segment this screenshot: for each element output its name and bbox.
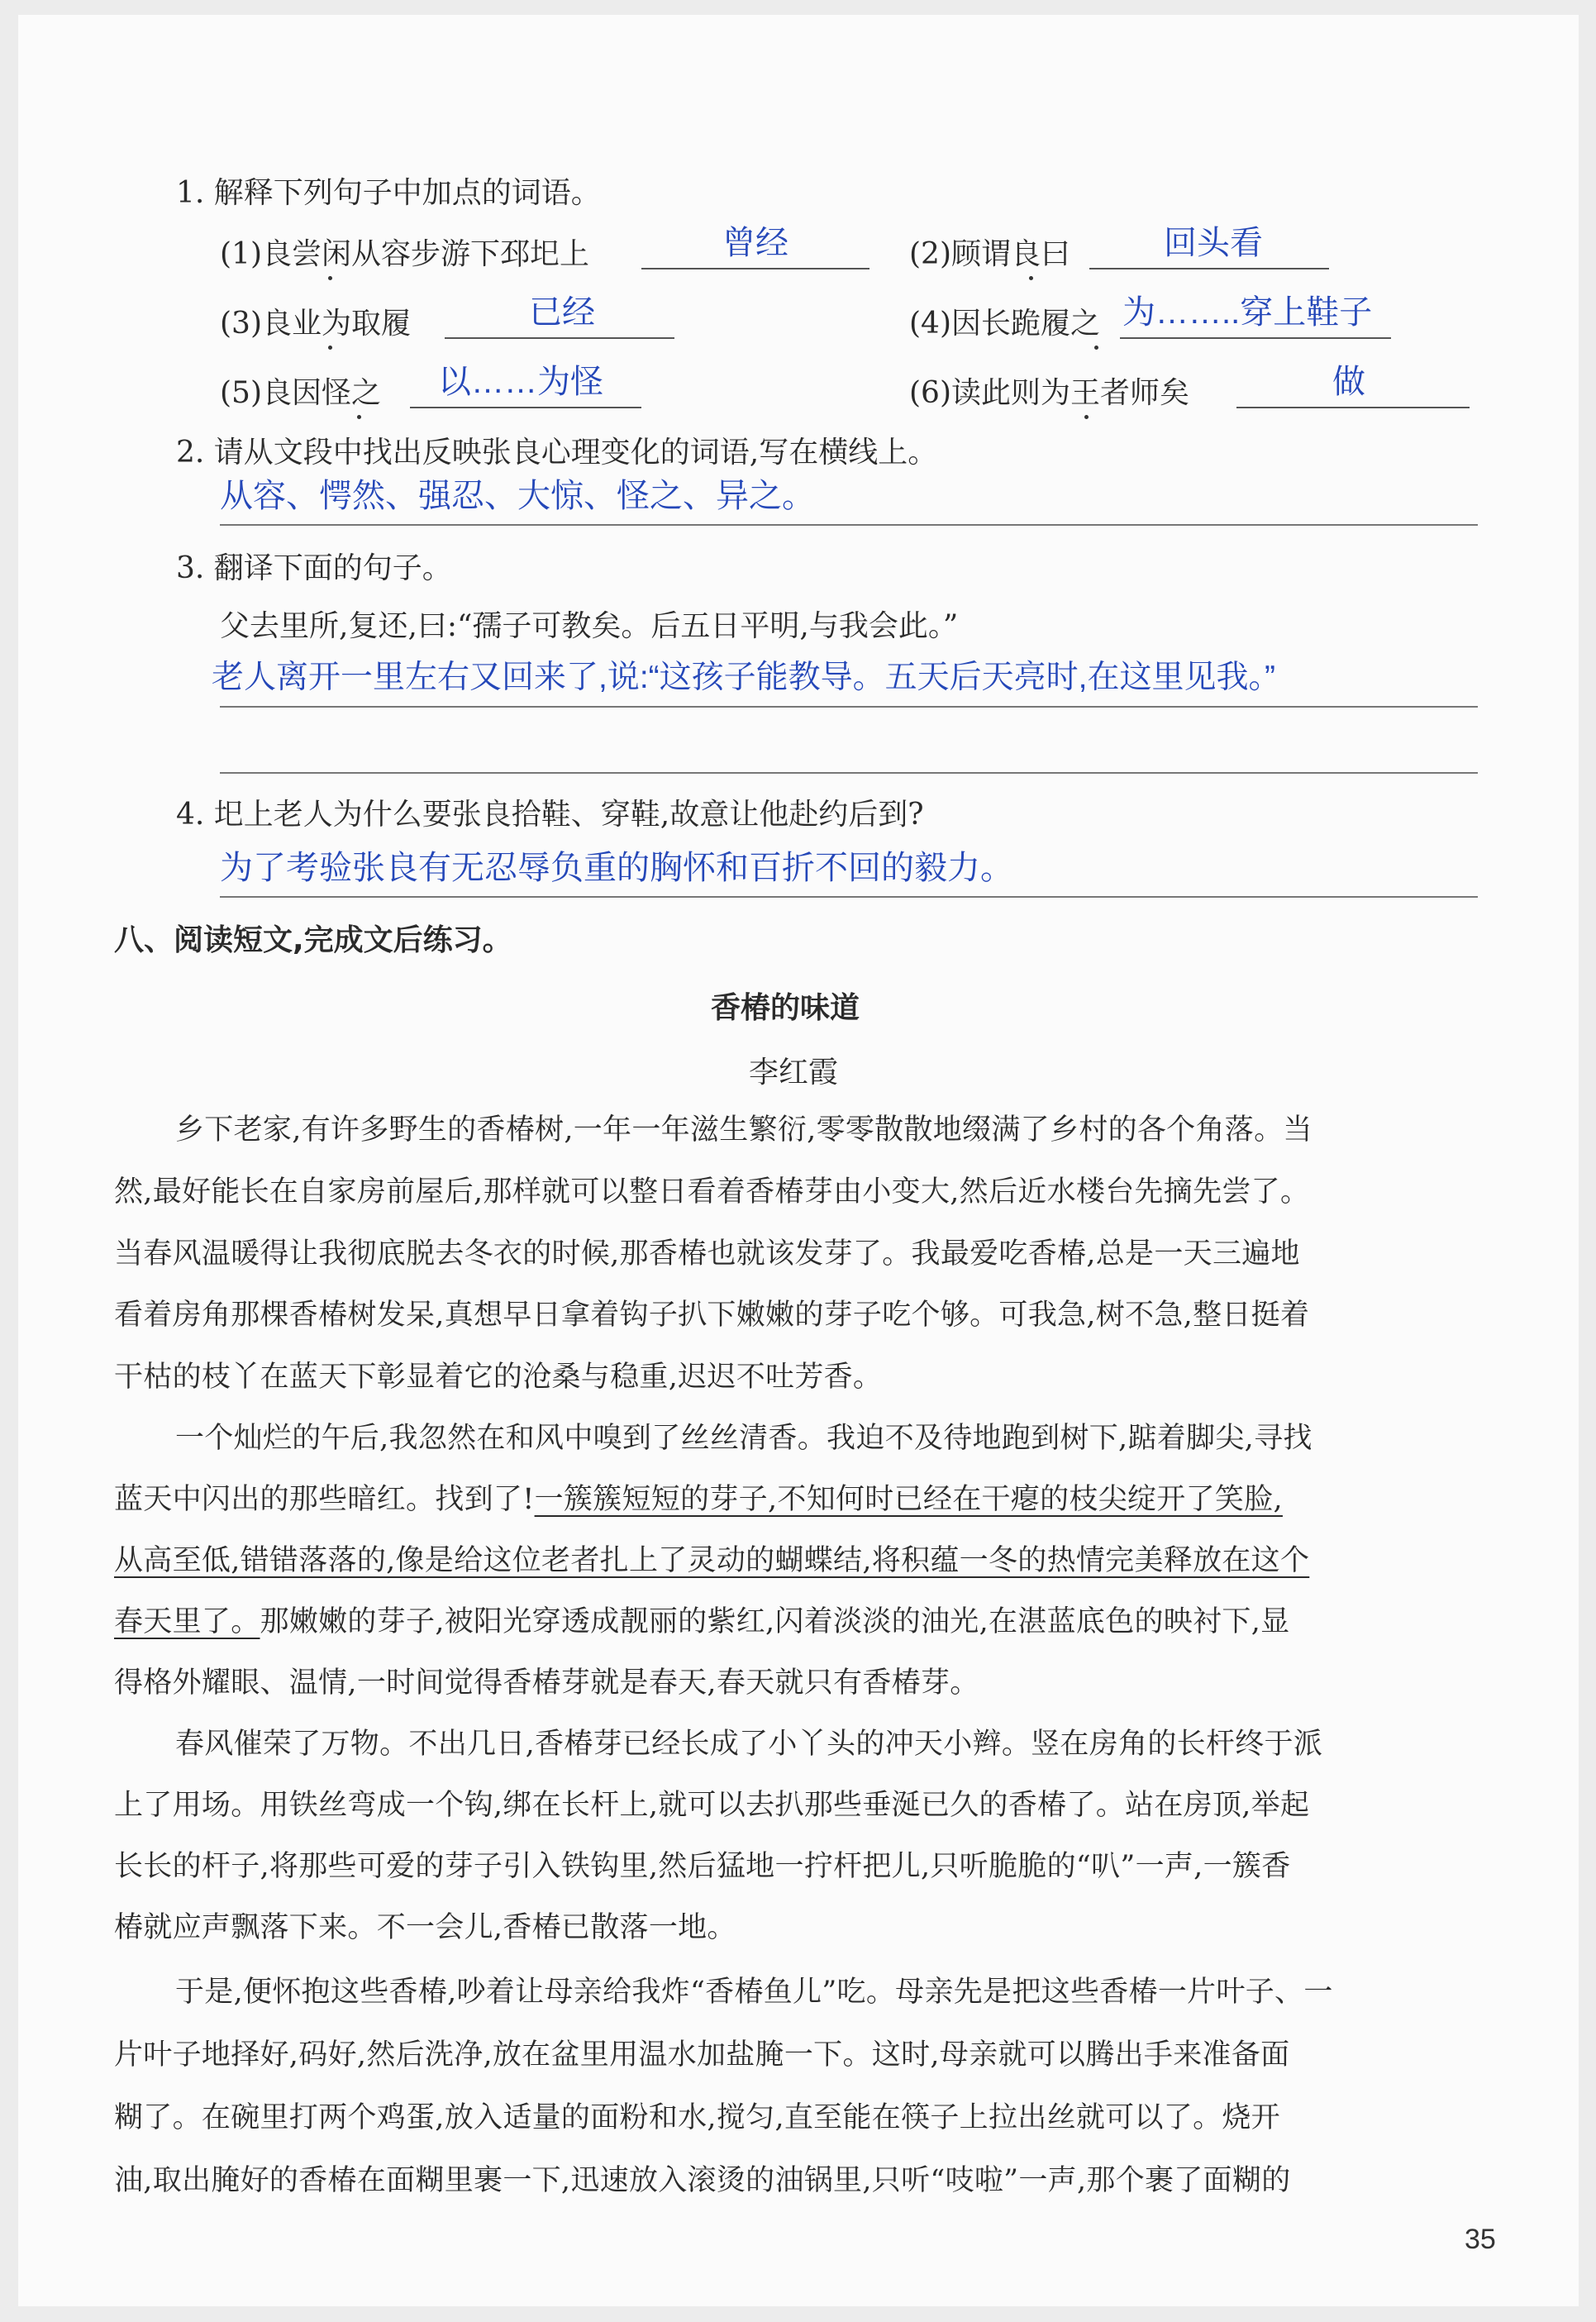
plain-text: 那嫩嫩的芽子,被阳光穿透成靓丽的紫红,闪着淡淡的油光,在湛蓝底色的映衬下,显 xyxy=(260,1605,1290,1638)
paragraph-3-line-3: 长长的杆子,将那些可爱的芽子引入铁钩里,然后猛地一拧杆把儿,只听脆脆的“叭”一声,一簇香 xyxy=(114,1850,1291,1883)
q1-item-1-text: (1)良尝闲从容步游下邳圯上 xyxy=(220,237,589,271)
emphasis-dot xyxy=(1029,276,1033,280)
paragraph-4-line-1: 于是,便怀抱这些香椿,吵着让母亲给我炸“香椿鱼儿”吃。母亲先是把这些香椿一片叶子、一 xyxy=(175,1976,1333,2009)
paragraph-4-line-3: 糊了。在碗里打两个鸡蛋,放入适量的面粉和水,搅匀,直至能在筷子上拉出丝就可以了。烧开 xyxy=(114,2101,1280,2134)
paragraph-3-line-1: 春风催荣了万物。不出几日,香椿芽已经长成了小丫头的冲天小辫。竖在房角的长杆终于派 xyxy=(175,1728,1323,1761)
paragraph-1-line-3: 当春风温暖得让我彻底脱去冬衣的时候,那香椿也就该发芽了。我最爱吃香椿,总是一天三遍地 xyxy=(114,1237,1300,1271)
paragraph-2-line-3 xyxy=(114,1544,1309,1577)
q1-item-4-answer: 为……..穿上鞋子 xyxy=(1122,294,1373,331)
q1-item-3-text: (3)良业为取履 xyxy=(220,307,411,341)
paragraph-2-line-2 xyxy=(114,1483,1283,1516)
q2-answer-line xyxy=(220,524,1478,526)
paragraph-1-line-1: 乡下老家,有许多野生的香椿树,一年一年滋生繁衍,零零散散地缀满了乡村的各个角落。当 xyxy=(175,1113,1313,1147)
plain-text: 蓝天中闪出的那些暗红。找到了! xyxy=(114,1483,535,1516)
workbook-page xyxy=(18,15,1579,2306)
article-title: 香椿的味道 xyxy=(711,991,860,1025)
emphasis-dot xyxy=(357,415,361,419)
underlined-text: 一簇簇短短的芽子,不知何时已经在干瘪的枝尖绽开了笑脸, xyxy=(534,1483,1283,1516)
q1-item-2-text: (2)顾谓良曰 xyxy=(909,237,1070,271)
section-8-heading: 八、阅读短文,完成文后练习。 xyxy=(114,923,512,957)
article-author: 李红霞 xyxy=(749,1056,839,1089)
q3-prompt: 3. 翻译下面的句子。 xyxy=(176,551,452,585)
q3-answer-line-2 xyxy=(220,772,1478,774)
emphasis-dot xyxy=(328,276,332,280)
q1-item-2-answer: 回头看 xyxy=(1164,225,1263,261)
q3-sentence: 父去里所,复还,曰:“孺子可教矣。后五日平明,与我会此。” xyxy=(220,609,959,643)
paragraph-3-line-4: 椿就应声飘落下来。不一会儿,香椿已散落一地。 xyxy=(114,1911,736,1944)
q1-item-1-answer: 曾经 xyxy=(722,225,788,261)
paragraph-4-line-2: 片叶子地择好,码好,然后洗净,放在盆里用温水加盐腌一下。这时,母亲就可以腾出手来准备面 xyxy=(114,2038,1290,2072)
q1-item-6-blank xyxy=(1236,407,1470,408)
q3-answer: 老人离开一里左右又回来了,说:“这孩子能教导。五天后天亮时,在这里见我。” xyxy=(212,660,1275,695)
q4-prompt: 4. 圯上老人为什么要张良拾鞋、穿鞋,故意让他赴约后到? xyxy=(176,798,924,832)
q3-answer-line-1 xyxy=(220,706,1478,708)
q1-item-5-text: (5)良因怪之 xyxy=(220,376,381,410)
paragraph-1-line-4: 看着房角那棵香椿树发呆,真想早日拿着钩子扒下嫩嫩的芽子吃个够。可我急,树不急,整日挺着 xyxy=(114,1299,1310,1332)
underlined-text: 从高至低,错错落落的,像是给这位老者扎上了灵动的蝴蝶结,将积蕴一冬的热情完美释放在这个 xyxy=(114,1544,1310,1577)
paragraph-1-line-5: 干枯的枝丫在蓝天下彰显着它的沧桑与稳重,迟迟不吐芳香。 xyxy=(114,1361,883,1394)
paragraph-2-line-5: 得格外耀眼、温情,一时间觉得香椿芽就是春天,春天就只有香椿芽。 xyxy=(114,1666,979,1700)
paragraph-4-line-4: 油,取出腌好的香椿在面糊里裹一下,迅速放入滚烫的油锅里,只听“吱啦”一声,那个裹了面糊的 xyxy=(114,2164,1291,2197)
emphasis-dot xyxy=(328,346,332,350)
paragraph-2-line-1: 一个灿烂的午后,我忽然在和风中嗅到了丝丝清香。我迫不及待地跑到树下,踮着脚尖,寻找 xyxy=(175,1422,1313,1455)
emphasis-dot xyxy=(1094,346,1098,350)
q1-item-5-answer: 以……为怪 xyxy=(438,364,603,400)
q1-item-1-blank xyxy=(641,268,869,269)
q2-prompt: 2. 请从文段中找出反映张良心理变化的词语,写在横线上。 xyxy=(176,436,938,470)
q1-item-3-blank xyxy=(445,337,674,339)
q1-item-6-answer: 做 xyxy=(1332,364,1365,400)
paragraph-1-line-2: 然,最好能长在自家房前屋后,那样就可以整日看着香椿芽由小变大,然后近水楼台先摘先尝了。 xyxy=(114,1175,1310,1209)
underlined-text: 春天里了。 xyxy=(114,1605,260,1638)
q1-prompt: 1. 解释下列句子中加点的词语。 xyxy=(176,176,601,210)
q1-item-6-text: (6)读此则为王者师矣 xyxy=(909,376,1189,410)
paragraph-3-line-2: 上了用场。用铁丝弯成一个钩,绑在长杆上,就可以去扒那些垂涎已久的香椿了。站在房顶,举起 xyxy=(114,1789,1310,1822)
q1-item-5-blank xyxy=(410,407,641,408)
q1-item-3-answer: 已经 xyxy=(529,294,595,331)
page-number: 35 xyxy=(1465,2224,1496,2255)
q4-answer-line xyxy=(220,896,1478,898)
paragraph-2-line-4 xyxy=(114,1605,1289,1638)
q1-item-2-blank xyxy=(1089,268,1329,269)
q1-item-4-blank xyxy=(1120,337,1391,339)
q4-answer: 为了考验张良有无忍辱负重的胸怀和百折不回的毅力。 xyxy=(220,850,1013,886)
q2-answer: 从容、愕然、强忍、大惊、怪之、异之。 xyxy=(220,478,815,514)
q1-item-4-text: (4)因长跪履之 xyxy=(909,307,1100,341)
emphasis-dot xyxy=(1084,415,1089,419)
